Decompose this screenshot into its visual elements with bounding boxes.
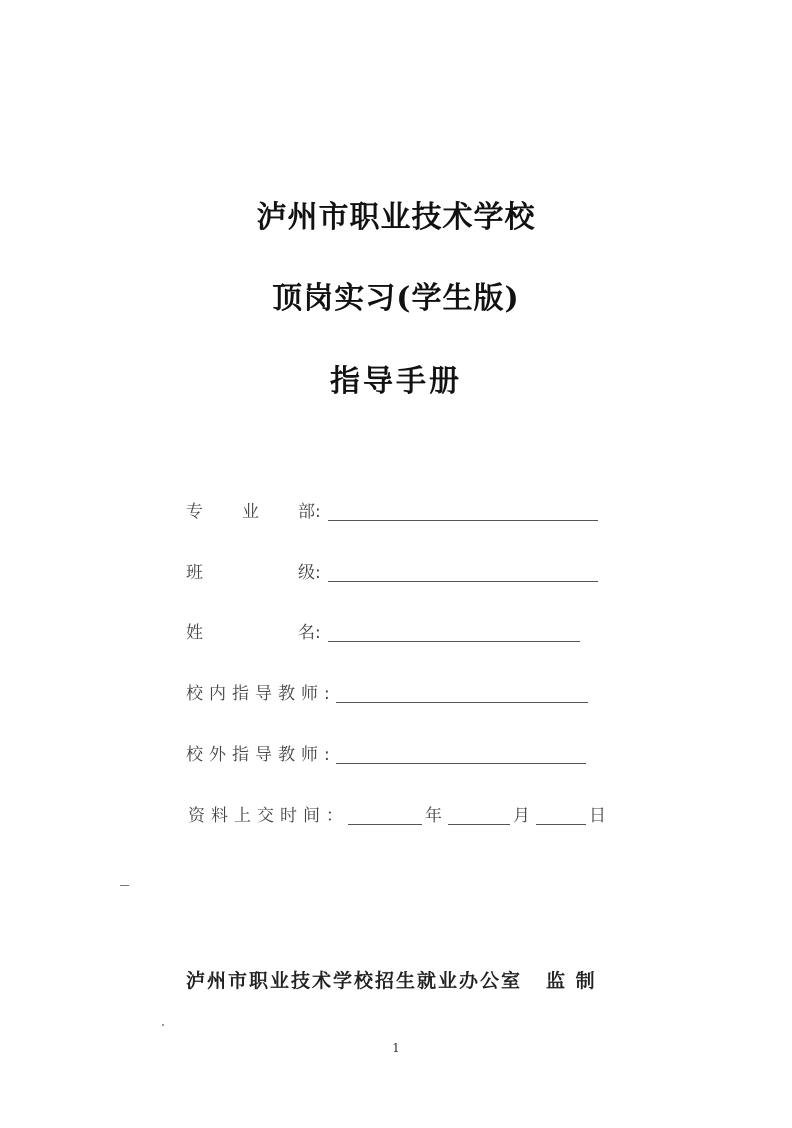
submit-year-label: 年 [425, 806, 442, 826]
issuer-action: 监 制 [546, 970, 597, 992]
submit-month-label: 月 [513, 806, 530, 826]
program-title: 顶岗实习(学生版) [272, 281, 520, 316]
class-label-char2: 级: [298, 563, 321, 583]
class-field-line[interactable] [328, 581, 598, 582]
submit-day-label: 日 [589, 806, 606, 826]
department-label-char3: 部: [298, 502, 321, 522]
issuer-footer [186, 966, 597, 993]
external-teacher-field-line[interactable] [336, 763, 586, 764]
name-field-line[interactable] [328, 641, 580, 642]
submit-day-line[interactable] [536, 824, 586, 825]
internal-teacher-field-line[interactable] [336, 702, 588, 703]
school-title: 泸州市职业技术学校 [256, 200, 536, 235]
department-label-char1: 专 [186, 502, 203, 522]
scan-dot [162, 1024, 164, 1026]
class-label-char1: 班 [186, 563, 203, 583]
name-label-char2: 名: [298, 623, 321, 643]
manual-title: 指导手册 [330, 364, 462, 399]
department-field-line[interactable] [328, 520, 598, 521]
internal-teacher-label: 校内指导教师: [186, 684, 336, 704]
department-label-char2: 业 [242, 502, 259, 522]
external-teacher-label: 校外指导教师: [186, 745, 336, 765]
submit-date-label: 资料上交时间： [188, 806, 349, 826]
issuer-name: 泸州市职业技术学校招生就业办公室 [186, 970, 523, 992]
page-number: 1 [392, 1041, 400, 1055]
submit-month-line[interactable] [448, 824, 510, 825]
scan-mark [120, 885, 129, 886]
submit-year-line[interactable] [348, 824, 422, 825]
name-label-char1: 姓 [186, 623, 203, 643]
